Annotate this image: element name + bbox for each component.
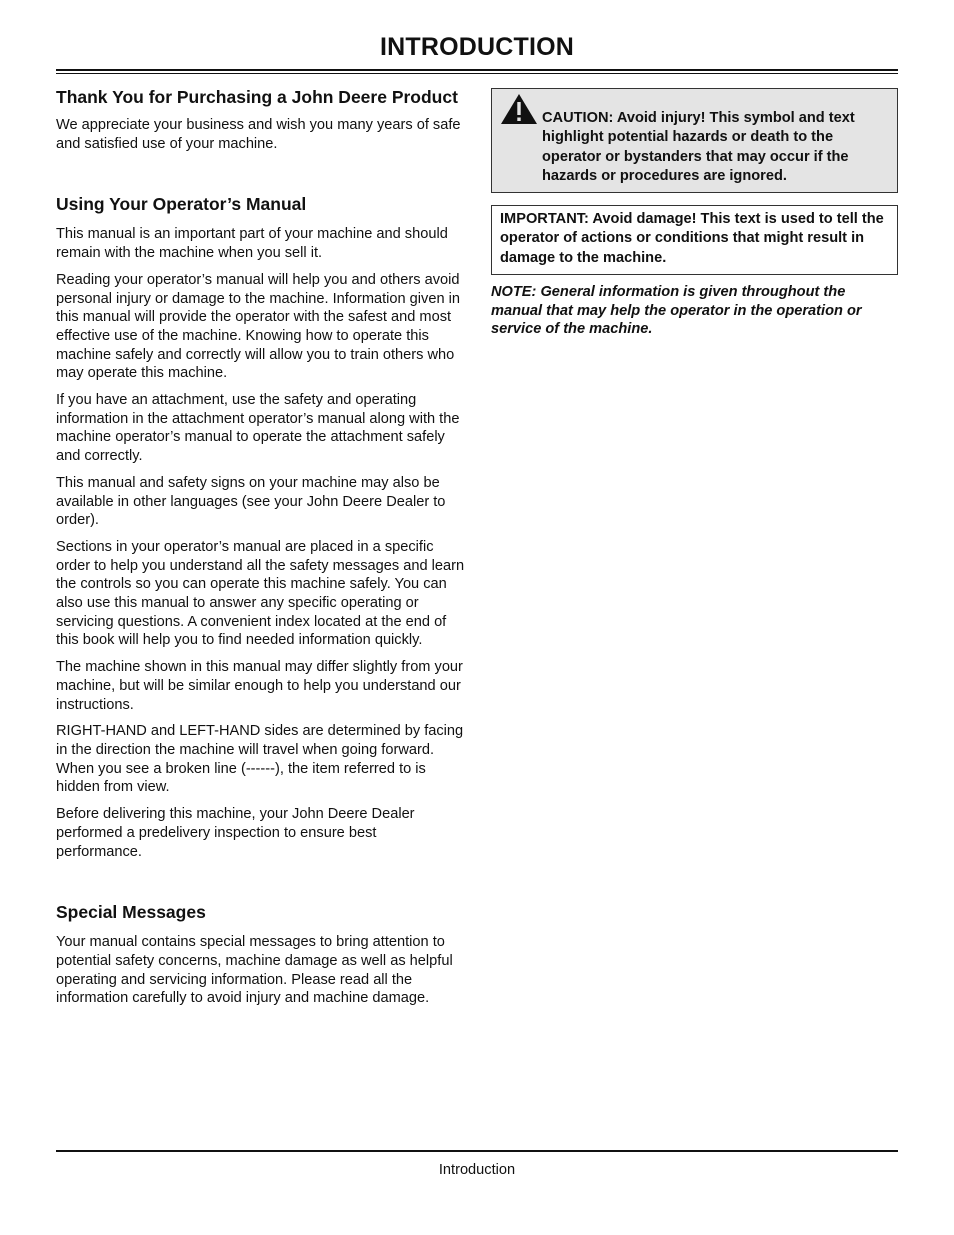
- paragraph: If you have an attachment, use the safety and operating information in the attachment operator’s manual along with the machine operator’s manual to operate the attachment safely and correctly.: [56, 392, 460, 465]
- page-title: INTRODUCTION: [379, 33, 575, 61]
- right-column: [491, 88, 898, 339]
- left-column: [56, 86, 466, 1048]
- paragraph: Before delivering this machine, your John Deere Dealer performed a predelivery inspection to ensure best performance.: [56, 806, 415, 860]
- paragraph: Your manual contains special messages to bring attention to potential safety concerns, machine damage as well as helpful operating and servicing information. Please read all the information carefully to avoid injury and machine damage.: [56, 934, 453, 1007]
- paragraph: This manual and safety signs on your machine may also be available in other languages (see your John Deere Dealer to order).: [56, 474, 446, 529]
- paragraph: This manual is an important part of your machine and should remain with the machine when you sell it.: [56, 226, 448, 262]
- warning-triangle-icon: [500, 93, 538, 125]
- footer-rule: [56, 1150, 898, 1152]
- caution-text: CAUTION: Avoid injury! This symbol and text highlight potential hazards or death to the operator or bystanders that may occur if the hazards or procedures are ignored.: [542, 110, 855, 184]
- section-heading: Using Your Operator’s Manual: [56, 194, 307, 215]
- important-box: [491, 205, 898, 275]
- paragraph: RIGHT-HAND and LEFT-HAND sides are determined by facing in the direction the machine will travel when going forward. When you see a broken line (------), the item referred to is hidden from view.: [56, 723, 464, 796]
- important-text: IMPORTANT: Avoid damage! This text is used to tell the operator of actions or conditions that might result in damage to the machine.: [500, 211, 884, 266]
- paragraph: Sections in your operator’s manual are placed in a specific order to help you understand all the safety messages and learn the controls so you can operate this machine safely. You can also use this manual to answer any specific operating or servicing questions. A convenient index located at the end of this book will help you to find needed information quickly.: [56, 538, 465, 649]
- paragraph: The machine shown in this manual may differ slightly from your machine, but will be similar enough to help you understand our instructions.: [56, 659, 463, 713]
- section-using-manual: [56, 193, 466, 861]
- caution-box: [491, 88, 898, 193]
- note-text: NOTE: General information is given throughout the manual that may help the operator in the operation or service of the machine.: [491, 284, 862, 338]
- page-footer: Introduction: [438, 1162, 516, 1178]
- paragraph: Reading your operator’s manual will help you and others avoid personal injury or damage to the machine. Information given in this manual will provide the operator with the safest and most effective use of the machine. Knowing how to operate this machine safely and correctly will allow you to train others who may operate this machine.: [56, 271, 460, 382]
- section-thank-you: [56, 86, 466, 153]
- section-heading: Thank You for Purchasing a John Deere Product: [56, 87, 458, 107]
- paragraph: We appreciate your business and wish you many years of safe and satisfied use of your machine.: [56, 117, 461, 152]
- section-special-messages: [56, 901, 466, 1008]
- title-rule: [56, 69, 898, 74]
- section-heading: Special Messages: [56, 902, 206, 923]
